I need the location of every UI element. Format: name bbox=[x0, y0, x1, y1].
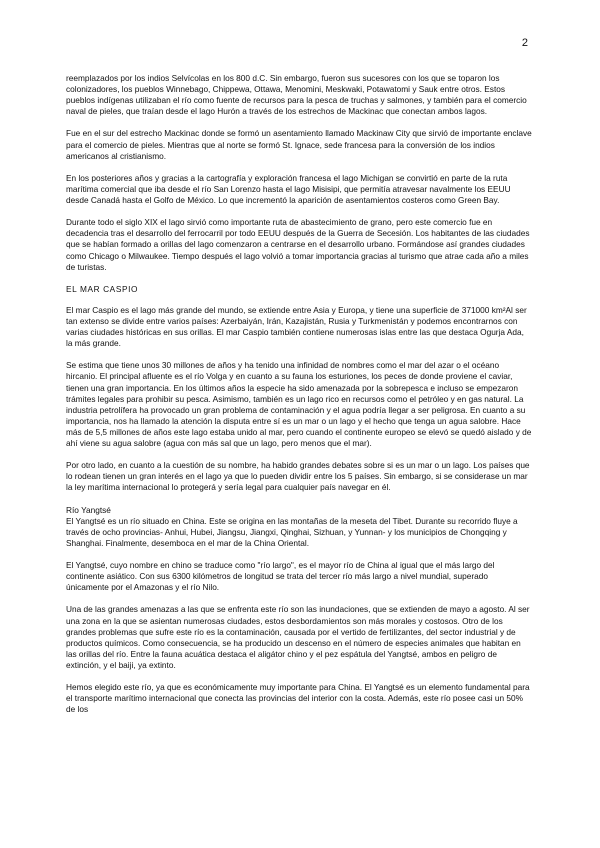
paragraph: Hemos elegido este río, ya que es económicamente muy importante para China. El Yangtsé es un elemento fundamental para el transporte marítimo internacional que conecta las provincias del interior con la costa. Además, este río posee casi un 50% de los bbox=[66, 682, 530, 715]
paragraph: El Yangtsé es un río situado en China. Este se origina en las montañas de la meseta del Tibet. Durante su recorrido fluye a través de ocho provincias- Anhui, Hubei, Jiangsu, Jiangxi, Qinghai, Sizhuan, y Yunnan- y los municipios de Chongqing y Shanghai. Finalmente, desemboca en el mar de la China Oriental. bbox=[66, 515, 518, 548]
paragraph: reemplazados por los indios Selvícolas en los 800 d.C. Sin embargo, fueron sus sucesores con los que se toparon los colonizadores, los pueblos Winnebago, Chippewa, Ottawa, Menomini, Meskwaki, Potawatomi y Sauk entre otros. Estos pueblos indígenas utilizaban el río como fuente de recursos para la pesca de truchas y salmones, y también para el comercio naval de pieles, que traían desde el lago Hurón a través de los estrechos de Mackinac que conectan ambos lagos. bbox=[66, 73, 527, 117]
paragraph: Se estima que tiene unos 30 millones de años y ha tenido una infinidad de nombres como el mar del azar o el océano hircanio. El principal afluente es el río Volga y en cuanto a su fauna los esturiones, los peces de donde proviene el caviar, tienen una gran importancia. En los últimos años la especie ha sido amenazada por la sobrepesca e incluso se empezaron trámites legales para prohibir su pesca. Asimismo, también es un lago rico en recursos como el petróleo y en gas natural. La industria petrolífera ha provocado un gran problema de contaminación y el agua podría llegar a ser peligrosa. En cuanto a su importancia, nos ha llamado la atención la disputa entre sí es un mar o un lago y el hecho que tenga un agua salobre. Hace más de 5,5 millones de años este lago estaba unido al mar, pero cuando el continente europeo se elevó se quedó aislado y de ahí viene su agua salobre (agua con más sal que un lago, pero menos que el mar). bbox=[66, 360, 532, 448]
page-content bbox=[66, 73, 532, 726]
paragraph: Durante todo el siglo XIX el lago sirvió como importante ruta de abastecimiento de grano, pero este comercio fue en decadencia tras el desarrollo del ferrocarril por todo EEUU después de la Guerra de Secesión. Los habitantes de las ciudades que se habían formado a orillas del lago comenzaron a centrarse en el desarrollo urbano. Formándose así grandes ciudades como Chicago o Milwaukee. Tiempo después el lago volvió a tomar importancia gracias al turismo que atrae cada año a miles de turistas. bbox=[66, 217, 530, 272]
page-number: 2 bbox=[521, 37, 528, 49]
paragraph: El mar Caspio es el lago más grande del mundo, se extiende entre Asia y Europa, y tiene una superficie de 371000 km²Al ser tan extenso se divide entre varios países: Azerbaiyán, Irán, Kazajistán, Rusia y Turkmenistán y podemos encontrarnos con varias ciudades históricas en sus orillas. El mar Caspio también contiene numerosas islas entre las que destaca Ogurja Ada, la más grande. bbox=[66, 304, 527, 349]
paragraph: En los posteriores años y gracias a la cartografía y exploración francesa el lago Michigan se convirtió en parte de la ruta marítima comercial que iba desde el río San Lorenzo hasta el lago Misisipi, que permitía atravesar navalmente los EEUU desde Canadá hasta el Golfo de México. Lo que incrementó la aparición de asentamientos costeros como Green Bay. bbox=[66, 172, 511, 206]
paragraph: Por otro lado, en cuanto a la cuestión de su nombre, ha habido grandes debates sobre si es un mar o un lago. Los países que lo rodean tienen un gran interés en el lago ya que lo pueden dividir entre los 5 países. Sin embargo, si se considerase un mar la ley marítima internacional lo protegerá y sería legal para cualquier país navegar en él. bbox=[66, 460, 530, 493]
paragraph: El Yangtsé, cuyo nombre en chino se traduce como "río largo", es el mayor río de China al igual que el más largo del continente asiático. Con sus 6300 kilómetros de longitud se trata del tercer río más largo a nivel mundial, superado únicamente por el Amazonas y el río Nilo. bbox=[66, 560, 495, 593]
section-heading-caspian: EL MAR CASPIO bbox=[66, 283, 139, 294]
section-heading-yangtze: Río Yangtsé bbox=[66, 504, 111, 515]
paragraph: Fue en el sur del estrecho Mackinac donde se formó un asentamiento llamado Mackinaw City que sirvió de importante enclave para el comercio de pieles. Mientras que al norte se formó St. Ignace, sede francesa para la conversión de los indios americanos al cristianismo. bbox=[66, 128, 532, 161]
paragraph: Una de las grandes amenazas a las que se enfrenta este río son las inundaciones, que se extienden de mayo a agosto. Al ser una zona en la que se asientan numerosas ciudades, estos desbordamientos son más morales y costosos. Otro de los grandes problemas que sufre este río es la contaminación, causada por el vertido de fertilizantes, del sector industrial y de productos químicos. Como consecuencia, se ha producido un descenso en el número de especies animales que habitan en las orillas del río. Entre la fauna acuática destaca el aligátor chino y el pez espátula del Yangtsé, ambos en peligro de extinción, y el baiji, ya extinto. bbox=[66, 604, 530, 670]
